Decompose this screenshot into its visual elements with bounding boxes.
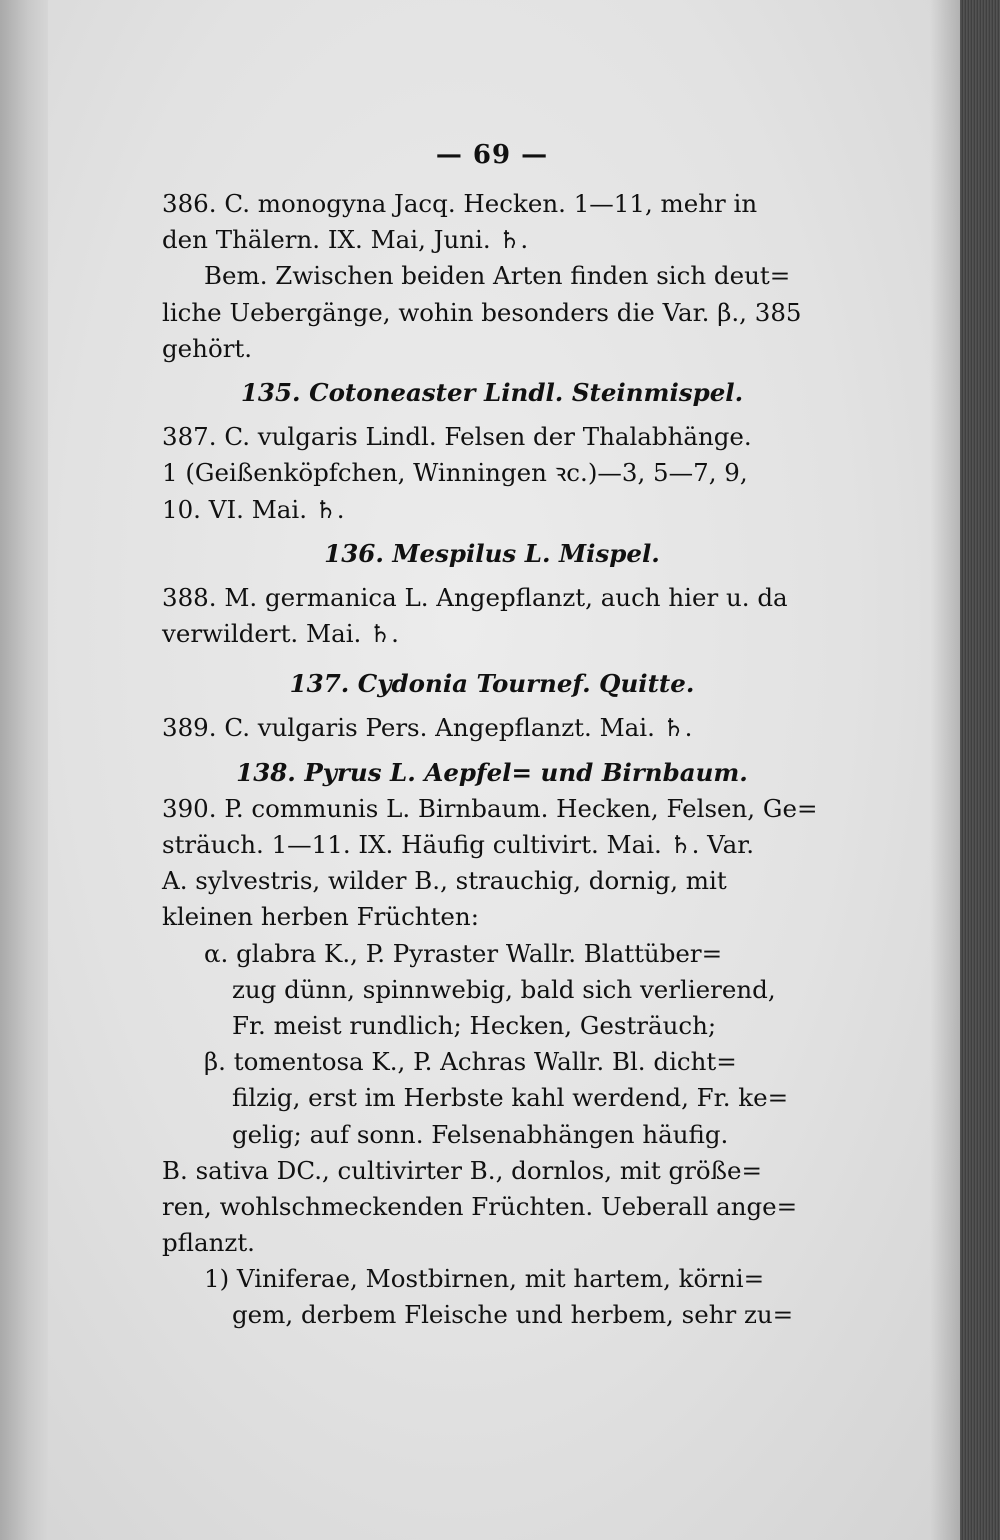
text-line: Fr. meist rundlich; Hecken, Gesträuch; xyxy=(232,1010,717,1040)
text-line: B. sativa DC., cultivirter B., dornlos, mit größe= xyxy=(162,1155,763,1185)
text-line: filzig, erst im Herbste kahl werdend, Fr. ke= xyxy=(232,1083,789,1113)
genus-heading-text: 135. Cotoneaster Lindl. Steinmispel. xyxy=(240,377,744,407)
text-line: gem, derbem Fleische und herbem, sehr zu= xyxy=(232,1300,794,1330)
gutter-shadow xyxy=(930,0,960,1540)
left-margin xyxy=(0,0,48,1540)
page-text xyxy=(162,132,822,1334)
text-line: verwildert. Mai. ♄. xyxy=(162,619,399,649)
text-line: α. glabra K., P. Pyraster Wallr. Blattüber= xyxy=(204,938,723,968)
text-line: ren, wohlschmeckenden Früchten. Ueberall ange= xyxy=(162,1191,798,1221)
text-line: zug dünn, spinnwebig, bald sich verlierend, xyxy=(232,974,776,1004)
text-line: A. sylvestris, wilder B., strauchig, dornig, mit xyxy=(162,866,727,896)
text-line: Bem. Zwischen beiden Arten finden sich deut= xyxy=(204,261,791,291)
text-line: β. tomentosa K., P. Achras Wallr. Bl. dicht= xyxy=(204,1047,737,1077)
text-line: 386. C. monogyna Jacq. Hecken. 1—11, mehr in xyxy=(162,189,758,218)
text-line: pflanzt. xyxy=(162,1228,255,1258)
genus-heading-text: 137. Cydonia Tournef. Quitte. xyxy=(289,669,695,699)
text-line: gelig; auf sonn. Felsenabhängen häufig. xyxy=(232,1119,729,1149)
text-line: sträuch. 1—11. IX. Häufig cultivirt. Mai. ♄. Var. xyxy=(162,830,755,859)
text-line: 388. M. germanica L. Angepflanzt, auch hier u. da xyxy=(162,582,788,612)
text-line: 1 (Geißenköpfchen, Winningen ꝛc.)—3, 5—7, 9, xyxy=(162,458,748,488)
text-line: kleinen herben Früchten: xyxy=(162,902,479,932)
genus-heading xyxy=(162,755,822,791)
text-line: gehört. xyxy=(162,333,253,363)
page-number: — 69 — xyxy=(435,140,549,170)
genus-heading-text: 136. Mespilus L. Mispel. xyxy=(324,538,660,568)
book-edge xyxy=(960,0,1000,1540)
text-line: liche Uebergänge, wohin besonders die Var. β., 385 xyxy=(162,297,802,327)
text-line: 10. VI. Mai. ♄. xyxy=(162,494,345,524)
text-line: 389. C. vulgaris Pers. Angepflanzt. Mai. ♄. xyxy=(162,713,693,743)
genus-heading xyxy=(162,536,822,572)
text-line: 390. P. communis L. Birnbaum. Hecken, Felsen, Ge= xyxy=(162,793,818,823)
genus-heading xyxy=(162,375,822,411)
text-line: 1) Viniferae, Mostbirnen, mit hartem, körni= xyxy=(204,1264,765,1294)
text-line: den Thälern. IX. Mai, Juni. ♄. xyxy=(162,225,529,255)
text-line: 387. C. vulgaris Lindl. Felsen der Thalabhänge. xyxy=(162,422,752,452)
genus-heading-text: 138. Pyrus L. Aepfel= und Birnbaum. xyxy=(236,757,748,787)
genus-heading xyxy=(162,666,822,702)
